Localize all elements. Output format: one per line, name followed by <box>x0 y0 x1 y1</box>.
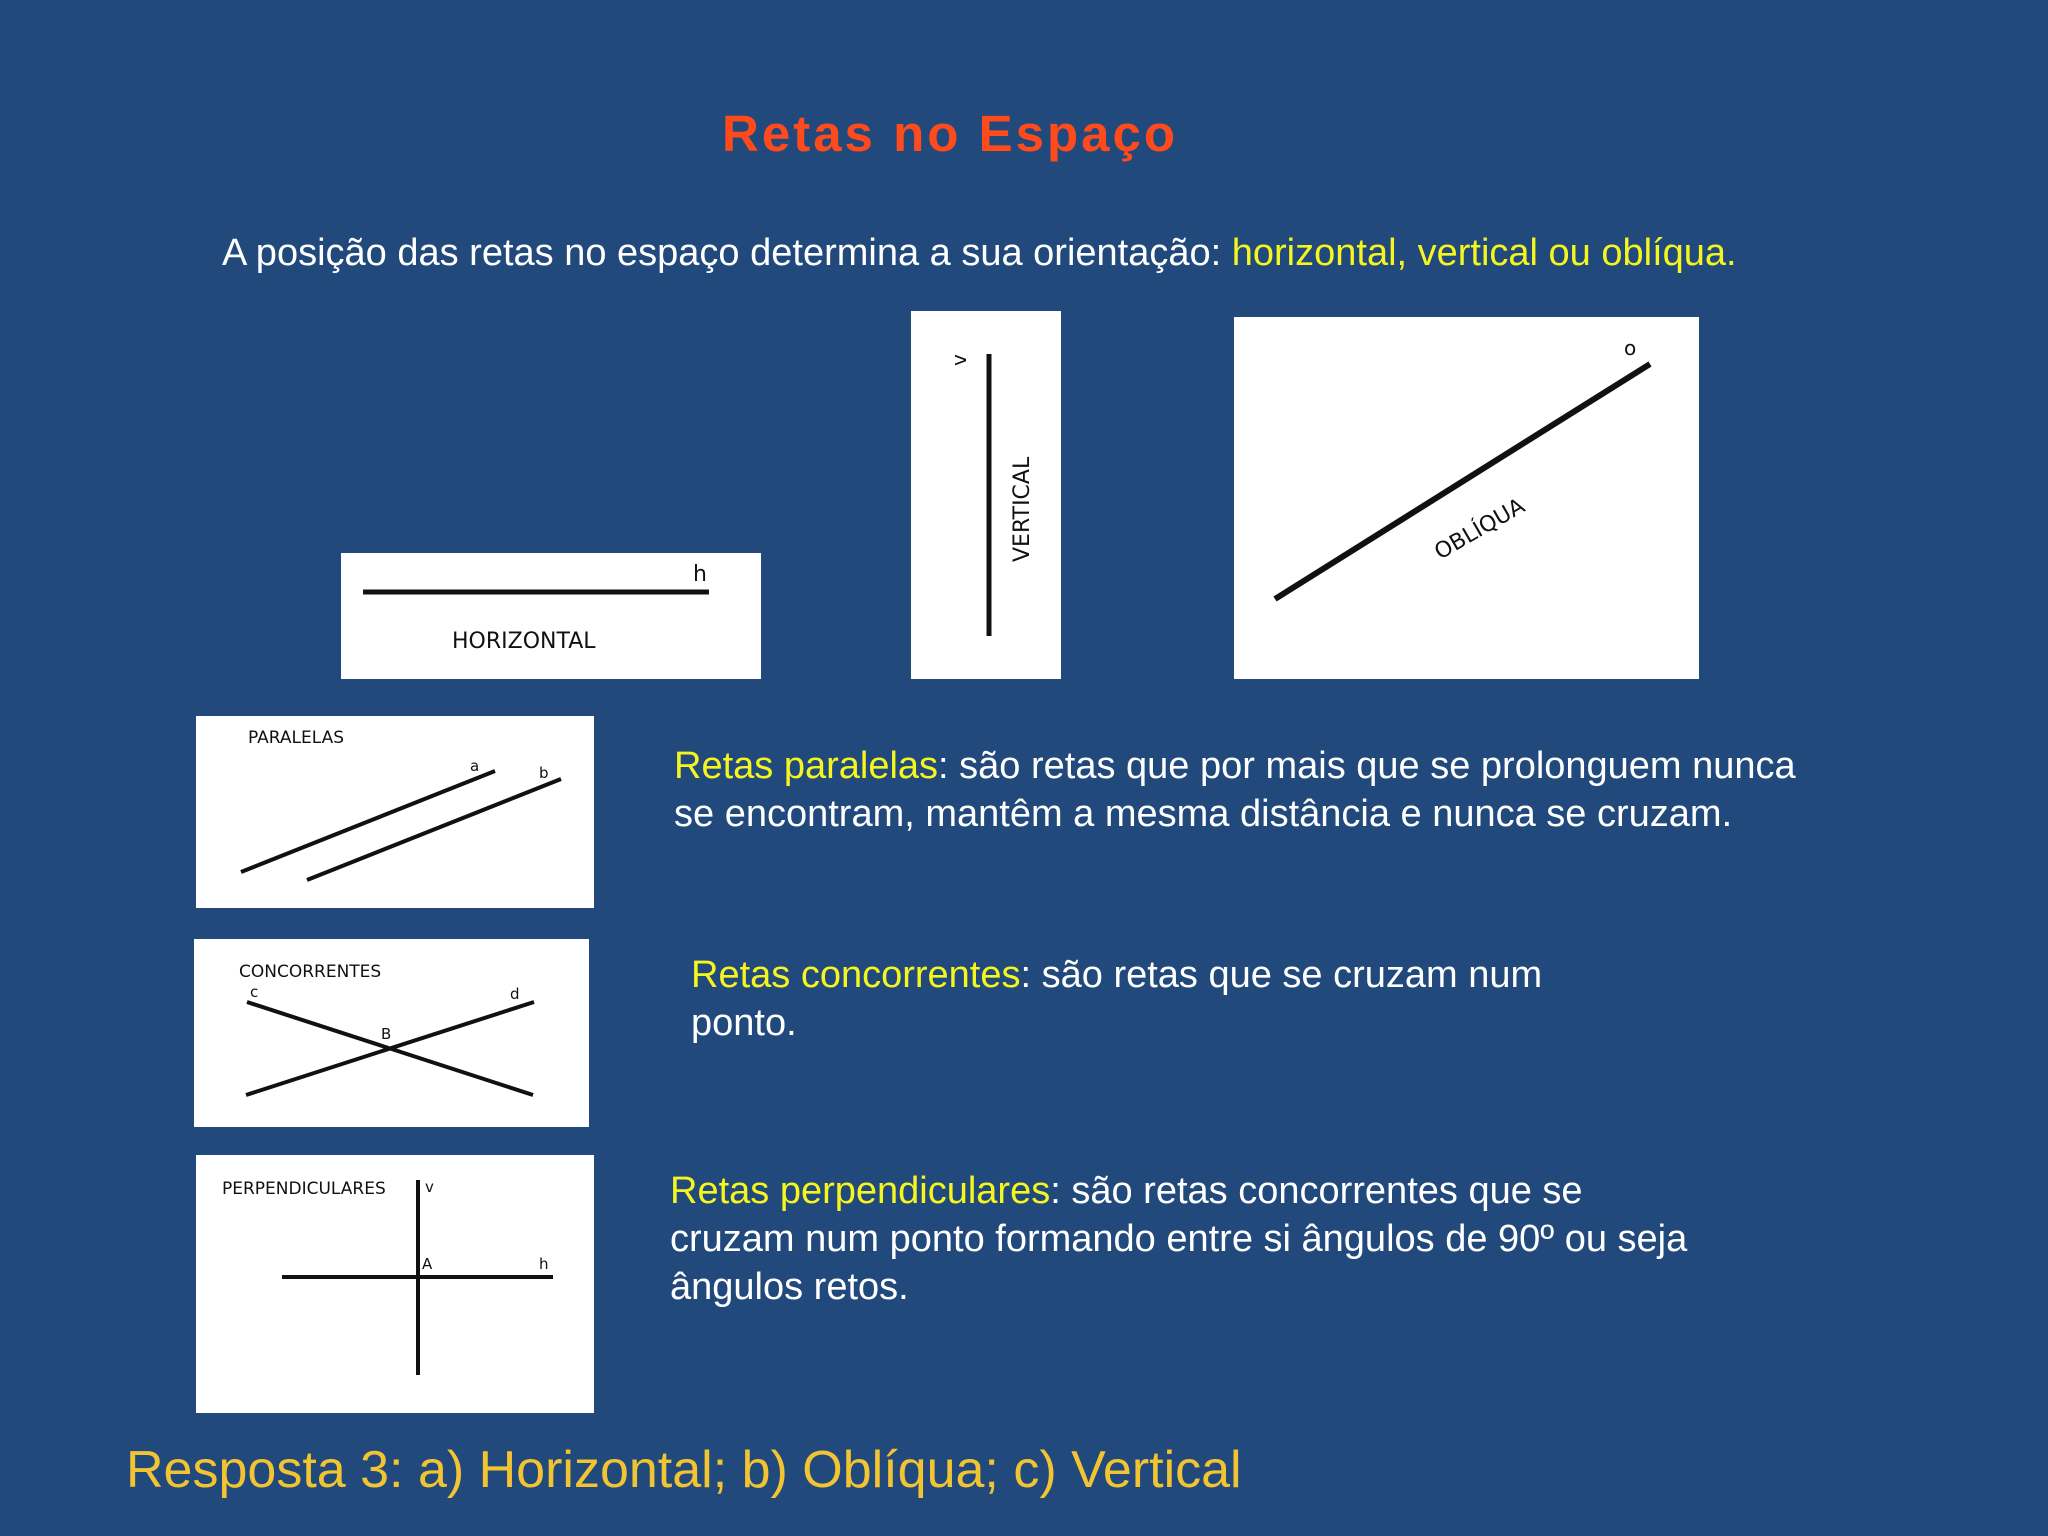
intro-plain: A posição das retas no espaço determina a sua orientação: <box>222 232 1232 274</box>
definition-concorrentes-term: Retas concorrentes <box>691 954 1021 996</box>
obliqua-figure <box>1234 317 1699 679</box>
paralelas-label-a: a <box>470 757 480 775</box>
definition-paralelas-text: : são retas que por mais que se prolonguem nunca se encontram, mantêm a mesma distância e nunca se cruzam. <box>674 745 1796 835</box>
perpendiculares-label-v: v <box>425 1178 434 1196</box>
perpendiculares-point-label: A <box>422 1255 433 1273</box>
concorrentes-point-label: B <box>381 1025 392 1043</box>
answer-text: Resposta 3: a) Horizontal; b) Oblíqua; c) Vertical <box>126 1441 1242 1499</box>
definition-perpendiculares <box>670 1167 1700 1311</box>
perpendiculares-label-h: h <box>539 1255 549 1273</box>
horizontal-figure <box>341 553 761 679</box>
definition-concorrentes <box>691 951 1621 1047</box>
horizontal-caption: HORIZONTAL <box>452 629 596 654</box>
paralelas-figure <box>196 716 594 908</box>
concorrentes-label-c: c <box>250 983 259 1001</box>
definition-concorrentes-text: : são retas que se cruzam num ponto. <box>691 954 1543 1044</box>
vertical-figure <box>911 311 1061 679</box>
intro-text <box>222 232 1737 275</box>
definition-perpendiculares-text: : são retas concorrentes que se cruzam num ponto formando entre si ângulos de 90º ou seja ângulos retos. <box>670 1170 1688 1308</box>
intro-highlight: horizontal, vertical ou oblíqua. <box>1231 232 1737 274</box>
obliqua-caption: OBLÍQUA <box>1430 493 1530 566</box>
definition-perpendiculares-term: Retas perpendiculares <box>670 1170 1051 1212</box>
concorrentes-figure <box>194 939 589 1127</box>
perpendiculares-caption: PERPENDICULARES <box>222 1179 386 1199</box>
paralelas-label-b: b <box>539 764 549 782</box>
vertical-caption: VERTICAL <box>1010 456 1035 562</box>
paralelas-caption: PARALELAS <box>248 728 345 748</box>
concorrentes-caption: CONCORRENTES <box>239 962 382 982</box>
perpendiculares-figure <box>196 1155 594 1413</box>
definition-paralelas-term: Retas paralelas <box>674 745 939 787</box>
slide-title: Retas no Espaço <box>722 105 1178 162</box>
definition-paralelas <box>674 742 1824 838</box>
concorrentes-label-d: d <box>510 985 520 1003</box>
obliqua-line-label: o <box>1624 336 1637 360</box>
horizontal-line-label: h <box>693 562 707 587</box>
vertical-line-label: v <box>947 354 971 366</box>
